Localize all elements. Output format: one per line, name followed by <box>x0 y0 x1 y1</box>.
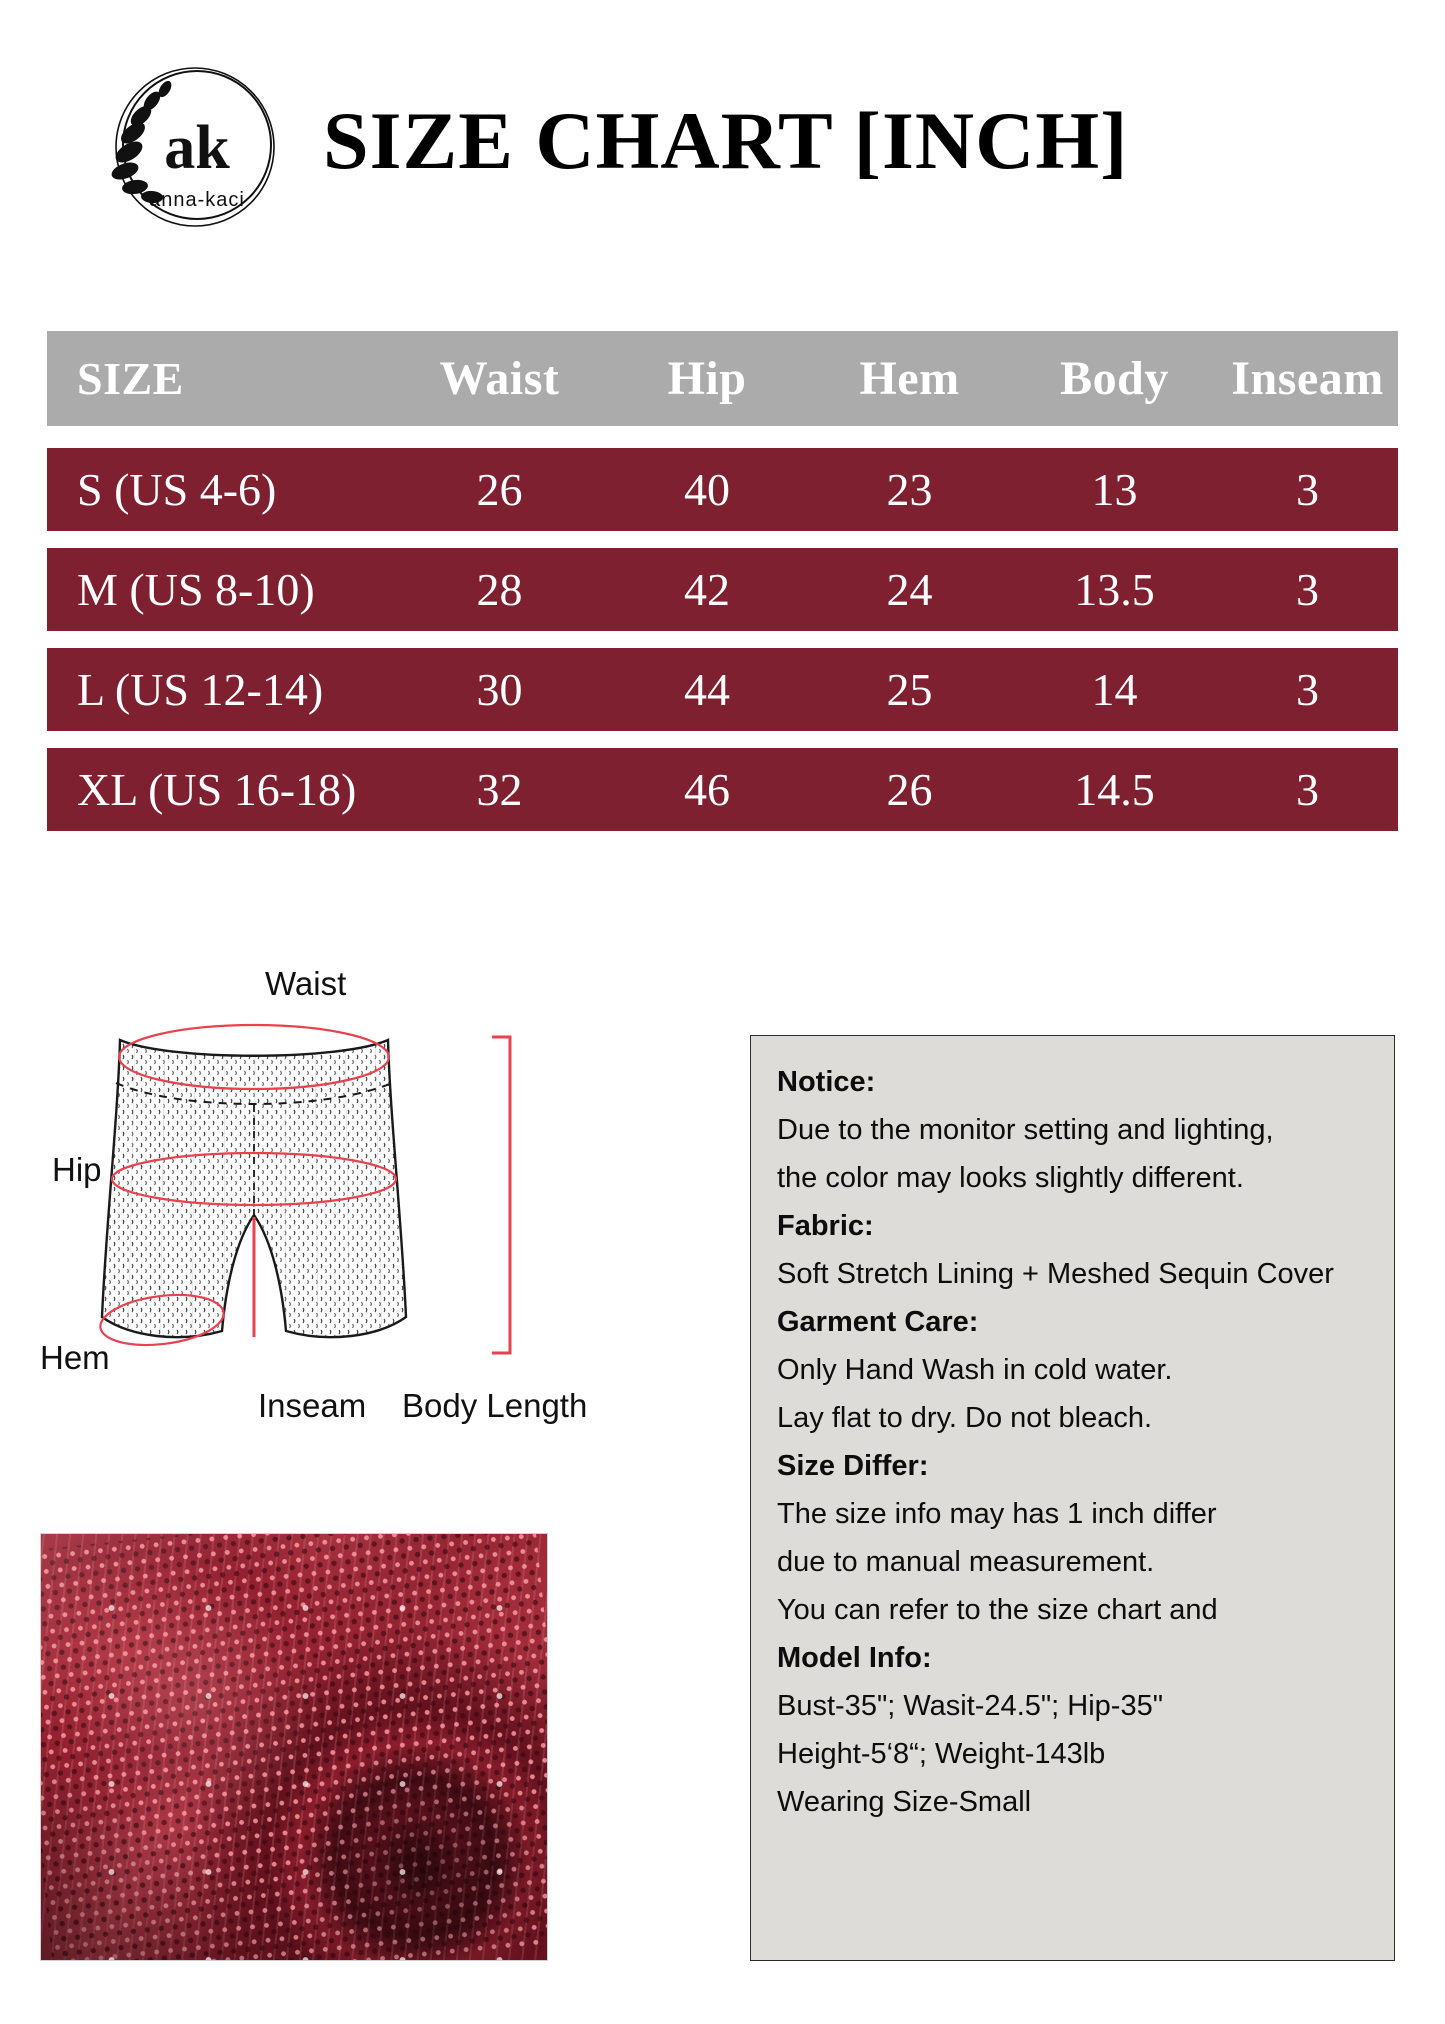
cell-body: 14 <box>1091 663 1138 715</box>
cell-body: 13.5 <box>1074 563 1155 615</box>
column-header-waist: Waist <box>439 351 560 405</box>
notice-model-wearing-size: Wearing Size-Small <box>777 1786 1032 1818</box>
cell-hip: 42 <box>684 563 730 615</box>
notice-text: Only Hand Wash in cold water. <box>777 1354 1173 1386</box>
cell-size: XL (US 16-18) <box>77 763 357 815</box>
table-row <box>47 748 1398 831</box>
cell-inseam: 3 <box>1296 563 1319 615</box>
cell-waist: 28 <box>476 563 523 615</box>
cell-inseam: 3 <box>1296 663 1319 715</box>
svg-text:anna-kaci: anna-kaci <box>149 189 245 211</box>
cell-hip: 46 <box>684 763 730 815</box>
notice-model-height-weight: Height-5‘8“; Weight-143lb <box>777 1738 1106 1770</box>
notice-text: Soft Stretch Lining + Meshed Sequin Cover <box>777 1258 1334 1290</box>
diagram-label-hip: Hip <box>52 1151 102 1188</box>
column-header-inseam: Inseam <box>1231 351 1384 405</box>
cell-inseam: 3 <box>1296 763 1319 815</box>
cell-waist: 30 <box>476 663 523 715</box>
notice-model-measurements: Bust-35"; Wasit-24.5"; Hip-35" <box>777 1690 1164 1722</box>
cell-body: 14.5 <box>1074 763 1155 815</box>
table-header-row <box>47 331 1398 426</box>
cell-hem: 25 <box>886 663 933 715</box>
diagram-label-body-length: Body Length <box>402 1387 588 1424</box>
notice-heading-model-info: Model Info: <box>777 1642 932 1674</box>
anna-kaci-wreath-logo-icon <box>105 56 283 234</box>
notice-text: due to manual measurement. <box>777 1546 1155 1578</box>
column-header-body: Body <box>1060 351 1169 405</box>
diagram-label-waist: Waist <box>265 965 347 1002</box>
column-header-size: SIZE <box>77 352 184 404</box>
column-header-hip: Hip <box>667 351 747 405</box>
page-title: SIZE CHART [INCH] <box>323 95 1129 186</box>
notice-text: the color may looks slightly different. <box>777 1162 1244 1194</box>
notice-text: You can refer to the size chart and <box>777 1594 1218 1626</box>
cell-waist: 32 <box>476 763 523 815</box>
notice-heading-fabric: Fabric: <box>777 1210 874 1242</box>
table-row <box>47 448 1398 531</box>
notice-text: Due to the monitor setting and lighting, <box>777 1114 1274 1146</box>
column-header-hem: Hem <box>859 351 960 405</box>
notice-text: Lay flat to dry. Do not bleach. <box>777 1402 1153 1434</box>
table-row <box>47 648 1398 731</box>
cell-size: M (US 8-10) <box>77 563 315 615</box>
burgundy-sequin-fabric-swatch-image <box>40 1533 548 1961</box>
cell-hem: 24 <box>886 563 933 615</box>
notice-heading-garment-care: Garment Care: <box>777 1306 979 1338</box>
cell-size: L (US 12-14) <box>77 663 324 715</box>
notice-panel <box>750 1035 1395 1961</box>
notice-heading-notice: Notice: <box>777 1066 876 1098</box>
cell-waist: 26 <box>476 463 523 515</box>
cell-hem: 23 <box>886 463 933 515</box>
shorts-measurement-diagram <box>40 965 740 1510</box>
notice-heading-size-differ: Size Differ: <box>777 1450 929 1482</box>
table-row <box>47 548 1398 631</box>
svg-text:ak: ak <box>164 114 230 182</box>
swatch-sparkle-layer <box>41 1534 547 1960</box>
cell-inseam: 3 <box>1296 463 1319 515</box>
notice-text: The size info may has 1 inch differ <box>777 1498 1217 1530</box>
cell-body: 13 <box>1091 463 1138 515</box>
cell-size: S (US 4-6) <box>77 463 277 515</box>
cell-hip: 44 <box>684 663 730 715</box>
size-chart-table <box>47 331 1398 848</box>
cell-hip: 40 <box>684 463 730 515</box>
cell-hem: 26 <box>886 763 933 815</box>
page-header <box>0 55 1445 235</box>
diagram-label-hem: Hem <box>40 1339 110 1376</box>
diagram-label-inseam: Inseam <box>258 1387 367 1424</box>
